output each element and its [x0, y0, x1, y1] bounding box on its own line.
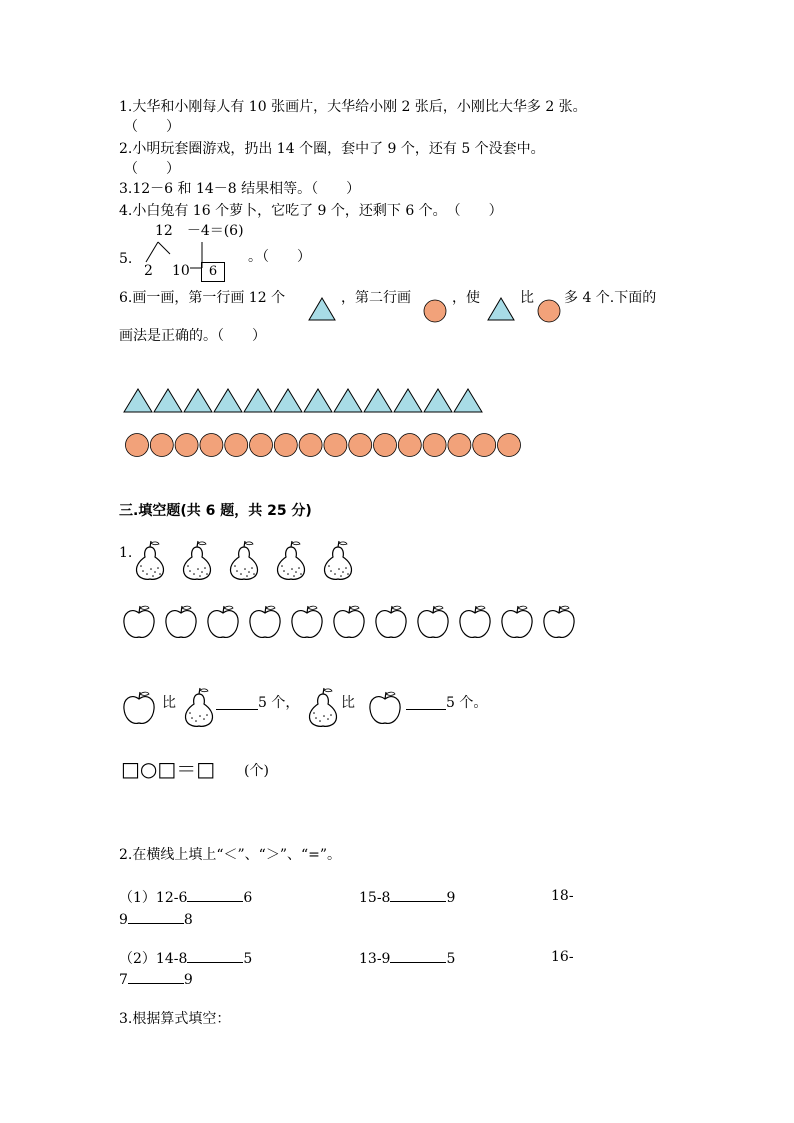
- circle-icon: [537, 299, 561, 323]
- fill2-r1a: （1）12-6 6: [119, 887, 252, 907]
- q5-top-equation: 12 －4＝(6): [155, 223, 244, 239]
- q5-label: 5.: [119, 251, 133, 267]
- circle-icon: [250, 434, 273, 457]
- q5-left-number: 2: [144, 263, 153, 279]
- q5-mid-number: 10: [172, 263, 190, 279]
- triangle-icon: [454, 389, 482, 412]
- answer-blank[interactable]: [128, 969, 184, 984]
- circle-icon: [200, 434, 223, 457]
- circle-icon: [349, 434, 372, 457]
- fill2-r1c: 18-: [551, 888, 574, 904]
- fill2-r2a: （2）14-8 5: [119, 948, 252, 968]
- triangle-row: [124, 388, 494, 414]
- fill1-tail1: 5 个，: [258, 695, 300, 711]
- fill1-bi1: 比: [162, 695, 176, 711]
- fill2-r1b: 15-8 9: [359, 887, 455, 907]
- circle-icon: [423, 434, 446, 457]
- q1-answer-paren[interactable]: （ ）: [124, 119, 180, 135]
- circle-icon: [274, 434, 297, 457]
- triangle-icon: [154, 389, 182, 412]
- q1-text: 1.大华和小刚每人有 10 张画片，大华给小刚 2 张后，小刚比大华多 2 张。: [119, 99, 587, 115]
- triangle-icon: [244, 389, 272, 412]
- answer-blank[interactable]: [390, 948, 446, 963]
- answer-blank[interactable]: [187, 948, 243, 963]
- apple-icon: [121, 690, 157, 726]
- fill2-r2c: 16-: [551, 949, 574, 965]
- fill3-text: 3.根据算式填空：: [119, 1011, 231, 1027]
- q4-text: 4.小白兔有 16 个萝卜，它吃了 9 个，还剩下 6 个。 （ ）: [119, 203, 503, 219]
- answer-blank[interactable]: [187, 887, 243, 902]
- q6-part2: ，第二行画: [341, 290, 411, 306]
- fill1-unit: (个): [244, 763, 269, 779]
- answer-blank[interactable]: [128, 909, 184, 924]
- circle-icon: [126, 434, 149, 457]
- triangle-icon: [487, 297, 515, 321]
- apple-icon: [367, 690, 403, 726]
- fill2-intro: 2.在横线上填上“＜”、“＞”、“=”。: [119, 847, 342, 863]
- fill1-bi2: 比: [341, 695, 355, 711]
- triangle-icon: [124, 389, 152, 412]
- pear-icon: [306, 688, 340, 728]
- q2-answer-paren[interactable]: （ ）: [124, 161, 180, 177]
- triangle-icon: [274, 389, 302, 412]
- q6-part1: 6.画一画，第一行画 12 个: [119, 290, 286, 306]
- triangle-icon: [184, 389, 212, 412]
- q5-answer-box: 6: [201, 262, 225, 282]
- answer-blank[interactable]: [390, 887, 446, 902]
- triangle-icon: [364, 389, 392, 412]
- circle-icon: [175, 434, 198, 457]
- fill1-equation[interactable]: □○□＝□: [121, 757, 216, 781]
- circle-icon: [299, 434, 322, 457]
- fill1-blank-1[interactable]: [216, 695, 258, 710]
- circle-row: [125, 432, 525, 458]
- circle-icon: [324, 434, 347, 457]
- circle-icon: [398, 434, 421, 457]
- fill2-r2c-cont: 7 9: [119, 969, 193, 989]
- q6-part3: ，使: [452, 290, 480, 306]
- circle-icon: [150, 434, 173, 457]
- circle-icon: [423, 299, 447, 323]
- q5-answer-paren[interactable]: 。（ ）: [248, 249, 311, 265]
- q6-part5: 多 4 个.下面的: [564, 290, 657, 306]
- triangle-icon: [304, 389, 332, 412]
- q2-text: 2.小明玩套圈游戏，扔出 14 个圈，套中了 9 个，还有 5 个没套中。: [119, 141, 545, 157]
- q6-part4: 比: [520, 290, 534, 306]
- section3-heading: 三.填空题(共 6 题，共 25 分): [119, 503, 312, 519]
- circle-icon: [448, 434, 471, 457]
- q6-line2: 画法是正确的。（ ）: [119, 328, 266, 344]
- triangle-icon: [394, 389, 422, 412]
- circle-icon: [473, 434, 496, 457]
- q3-text: 3.12－6 和 14－8 结果相等。（ ）: [119, 181, 361, 197]
- circle-icon: [225, 434, 248, 457]
- triangle-icon: [424, 389, 452, 412]
- fill2-r1c-cont: 9 8: [119, 909, 193, 929]
- fill1-label: 1.: [119, 545, 133, 561]
- triangle-icon: [214, 389, 242, 412]
- fill1-blank-2[interactable]: [406, 695, 446, 710]
- fill2-r2b: 13-9 5: [359, 948, 455, 968]
- fill1-tail2: 5 个。: [446, 695, 488, 711]
- circle-icon: [498, 434, 521, 457]
- circle-icon: [374, 434, 397, 457]
- triangle-icon: [308, 297, 336, 321]
- triangle-icon: [334, 389, 362, 412]
- pear-icon: [182, 688, 216, 728]
